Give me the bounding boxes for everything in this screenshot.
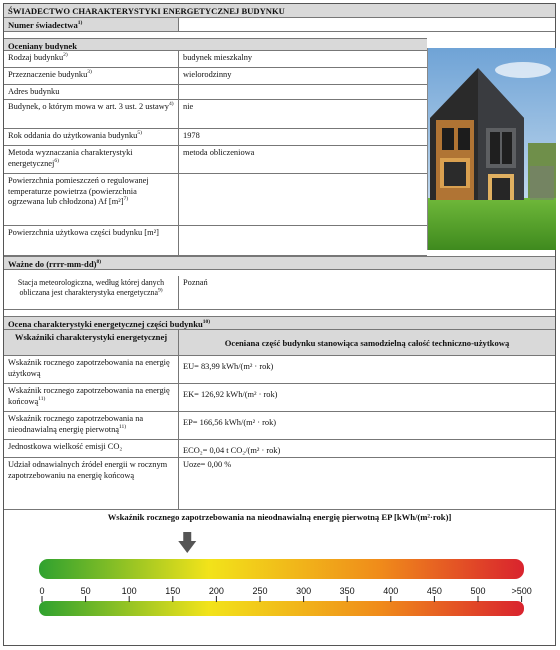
indicator-value: ECO₂= 0,04 t CO₂/(m² · rok)	[179, 440, 555, 458]
station-ref: 9)	[157, 287, 163, 294]
indicator-label-text: Wskaźnik rocznego zapotrzebowania na nieodnawialną energię pierwotną	[8, 414, 144, 434]
assessment-header-ref: 10)	[202, 319, 211, 326]
station-text: Stacja meteorologiczna, według której danych obliczana jest charakterystyka energetyczna	[17, 278, 165, 297]
indicator-label	[4, 440, 179, 458]
valid-until-label	[4, 256, 555, 270]
indicator-value: EP= 166,56 kWh/(m² · rok)	[179, 412, 555, 440]
certificate-number-text: Numer świadectwa	[8, 20, 78, 30]
ep-scale-ticks	[39, 586, 531, 602]
ep-scale-tick-label: 200	[208, 586, 224, 596]
building-row-ref: 6)	[54, 157, 59, 164]
ep-scale-tick-label: 100	[121, 586, 137, 596]
indicator-label	[4, 458, 179, 510]
building-row-label	[4, 51, 179, 68]
building-row-ref: 4)	[168, 101, 174, 108]
ep-scale-title: Wskaźnik rocznego zapotrzebowania na nieodnawialną energię pierwotną EP [kWh/(m²·rok)]	[107, 512, 452, 522]
indicator-ref: 11)	[119, 423, 127, 430]
assessed-part-column-header: Oceniana część budynku stanowiąca samodzielną całość techniczno-użytkową	[179, 330, 555, 356]
building-row-value: 1978	[179, 129, 427, 146]
building-section-header: Oceniany budynek	[4, 38, 427, 51]
building-row-label-text: Adres budynku	[8, 87, 60, 96]
building-row-label	[4, 129, 179, 146]
building-row-label-text: Rodzaj budynku	[8, 53, 64, 62]
indicator-value: EK= 126,92 kWh/(m² · rok)	[179, 384, 555, 412]
certificate-page	[3, 3, 556, 646]
building-row-ref: 5)	[137, 130, 142, 137]
indicator-value: Uoze= 0,00 %	[179, 458, 555, 510]
ep-scale-chart	[4, 526, 555, 626]
ep-value-arrow-icon	[178, 532, 196, 553]
ep-scale-tick-label: 0	[39, 586, 45, 596]
ep-arrow-head	[178, 541, 196, 553]
ep-scale-bar-top	[39, 559, 524, 579]
indicator-value: EU= 83,99 kWh/(m² · rok)	[179, 356, 555, 384]
building-row-ref: 3)	[87, 69, 92, 76]
indicator-label-text: Wskaźnik rocznego zapotrzebowania na energię użytkową	[8, 358, 170, 378]
assessment-section-header	[4, 316, 555, 330]
building-row-ref: 2)	[63, 52, 68, 59]
valid-until-ref: 8)	[96, 259, 102, 266]
ep-scale-tick-label: 400	[383, 586, 399, 596]
ep-arrow-shaft	[183, 532, 191, 541]
building-row-value	[179, 174, 427, 226]
building-row-value	[179, 226, 427, 256]
indicator-label	[4, 412, 179, 440]
ep-scale-tick-label: 350	[339, 586, 355, 596]
building-row-label	[4, 174, 179, 226]
ep-scale-tick-label: 450	[426, 586, 442, 596]
building-row-value: nie	[179, 100, 427, 129]
ep-scale-tick-label: 150	[165, 586, 181, 596]
building-row-label	[4, 146, 179, 174]
indicator-label	[4, 356, 179, 384]
building-row-value: wielorodzinny	[179, 68, 427, 85]
station-label	[4, 276, 179, 310]
ep-scale-tick-label: 300	[296, 586, 312, 596]
building-row-value	[179, 85, 427, 100]
ep-scale-tick-label: >500	[511, 586, 532, 596]
ep-scale-tick-label: 500	[470, 586, 486, 596]
indicators-column-header: Wskaźniki charakterystyki energetycznej	[4, 330, 179, 356]
building-photo	[427, 48, 556, 250]
indicator-label-text: Jednostkowa wielkość emisji CO₂	[8, 442, 123, 451]
indicator-label	[4, 384, 179, 412]
ep-scale-tick-label: 50	[80, 586, 91, 596]
building-row-value: metoda obliczeniowa	[179, 146, 427, 174]
building-row-label-text: Przeznaczenie budynku	[8, 70, 88, 79]
assessment-header-text: Ocena charakterystyki energetycznej części budynku	[8, 319, 203, 329]
indicator-label-text: Wskaźnik rocznego zapotrzebowania na energię końcową	[8, 386, 170, 406]
certificate-number-ref: 1)	[77, 20, 83, 27]
building-row-label	[4, 85, 179, 100]
certificate-number-label	[4, 18, 179, 32]
indicator-ref: 11)	[38, 395, 46, 402]
ep-scale-tick-label: 250	[252, 586, 268, 596]
building-row-value: budynek mieszkalny	[179, 51, 427, 68]
house-illustration	[428, 48, 556, 250]
building-row-label-text: Rok oddania do użytkowania budynku	[8, 131, 138, 140]
building-row-label-text: Budynek, o którym mowa w art. 3 ust. 2 ustawy	[8, 102, 169, 111]
building-row-label	[4, 100, 179, 129]
building-row-label-text: Powierzchnia użytkowa części budynku [m²]	[8, 228, 159, 237]
certificate-number-value[interactable]	[179, 18, 555, 32]
building-row-label-text: Metoda wyznaczania charakterystyki energetycznej	[8, 148, 133, 168]
document-title: ŚWIADECTWO CHARAKTERYSTYKI ENERGETYCZNEJ BUDYNKU	[4, 4, 555, 18]
valid-until-text: Ważne do (rrrr-mm-dd)	[8, 259, 97, 269]
building-row-label	[4, 68, 179, 85]
ep-scale-bar-bottom	[39, 601, 524, 616]
indicator-label-text: Udział odnawialnych źródeł energii w rocznym zapotrzebowaniu na energię końcową	[8, 460, 168, 480]
building-row-label-text: Powierzchnia pomieszczeń o regulowanej temperaturze powietrza (powierzchnia ogrzewana lub chłodzona) Af [m²]	[8, 176, 149, 206]
building-row-label	[4, 226, 179, 256]
station-value: Poznań	[179, 276, 555, 310]
building-row-ref: 7)	[123, 196, 129, 203]
